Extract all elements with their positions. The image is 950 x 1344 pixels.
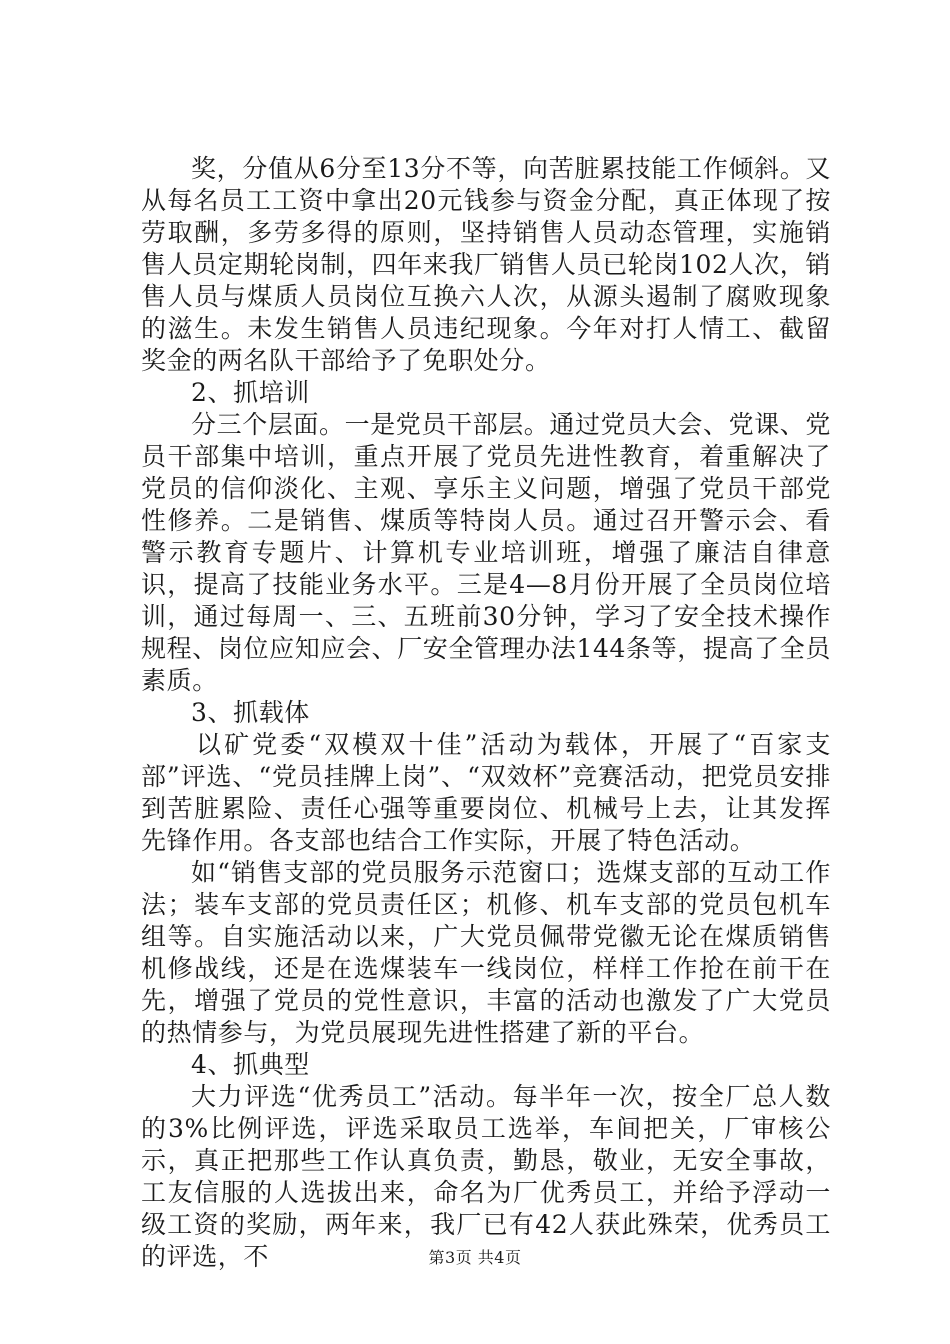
page-number: 第3页 共4页 <box>428 1248 522 1267</box>
heading-carrier: 3、抓载体 <box>191 698 310 727</box>
heading-training: 2、抓培训 <box>191 378 310 407</box>
paragraph-training: 分三个层面。一是党员干部层。通过党员大会、党课、党员干部集中培训，重点开展了党员先进性教育，着重解决了党员的信仰淡化、主观、享乐主义问题，增强了党员干部党性修养。二是销售、煤质等特岗人员。通过召开警示会、看警示教育专题片、计算机专业培训班，增强了廉洁自律意识，提高了技能业务水平。三是4—8月份开展了全员岗位培训，通过每周一、三、五班前30分钟，学习了安全技术操作规程、岗位应知应会、厂安全管理办法144条等，提高了全员素质。 <box>141 410 832 695</box>
paragraph-carrier: 以矿党委“双模双十佳”活动为载体，开展了“百家支部”评选、“党员挂牌上岗”、“双效杯”竞赛活动，把党员安排到苦脏累险、责任心强等重要岗位、机械号上去，让其发挥先锋作用。各支部也结合工作实际，开展了特色活动。 <box>141 730 831 855</box>
paragraph-branch-activities: 如“销售支部的党员服务示范窗口；选煤支部的互动工作法；装车支部的党员责任区；机修、机车支部的党员包机车组等。自实施活动以来，广大党员佩带党徽无论在煤质销售机修战线，还是在选煤装车一线岗位，样样工作抢在前干在先，增强了党员的党性意识，丰富的活动也激发了广大党员的热情参与，为党员展现先进性搭建了新的平台。 <box>141 858 831 1047</box>
page-footer <box>0 1245 950 1268</box>
document-body <box>141 153 831 1273</box>
heading-models: 4、抓典型 <box>191 1050 310 1079</box>
paragraph-excellent-staff: 大力评选“优秀员工”活动。每半年一次，按全厂总人数的3%比例评选，评选采取员工选举，车间把关，厂审核公示，真正把那些工作认真负责，勤恳，敬业，无安全事故，工友信服的人选拔出来，命名为厂优秀员工，并给予浮动一级工资的奖励，两年来，我厂已有42人获此殊荣，优秀员工的评选，不 <box>141 1082 831 1271</box>
paragraph-awards: 奖，分值从6分至13分不等，向苦脏累技能工作倾斜。又从每名员工工资中拿出20元钱参与资金分配，真正体现了按劳取酬，多劳多得的原则，坚持销售人员动态管理，实施销售人员定期轮岗制，四年来我厂销售人员已轮岗102人次，销售人员与煤质人员岗位互换六人次，从源头遏制了腐败现象的滋生。未发生销售人员违纪现象。今年对打人情工、截留奖金的两名队干部给予了免职处分。 <box>141 154 831 375</box>
